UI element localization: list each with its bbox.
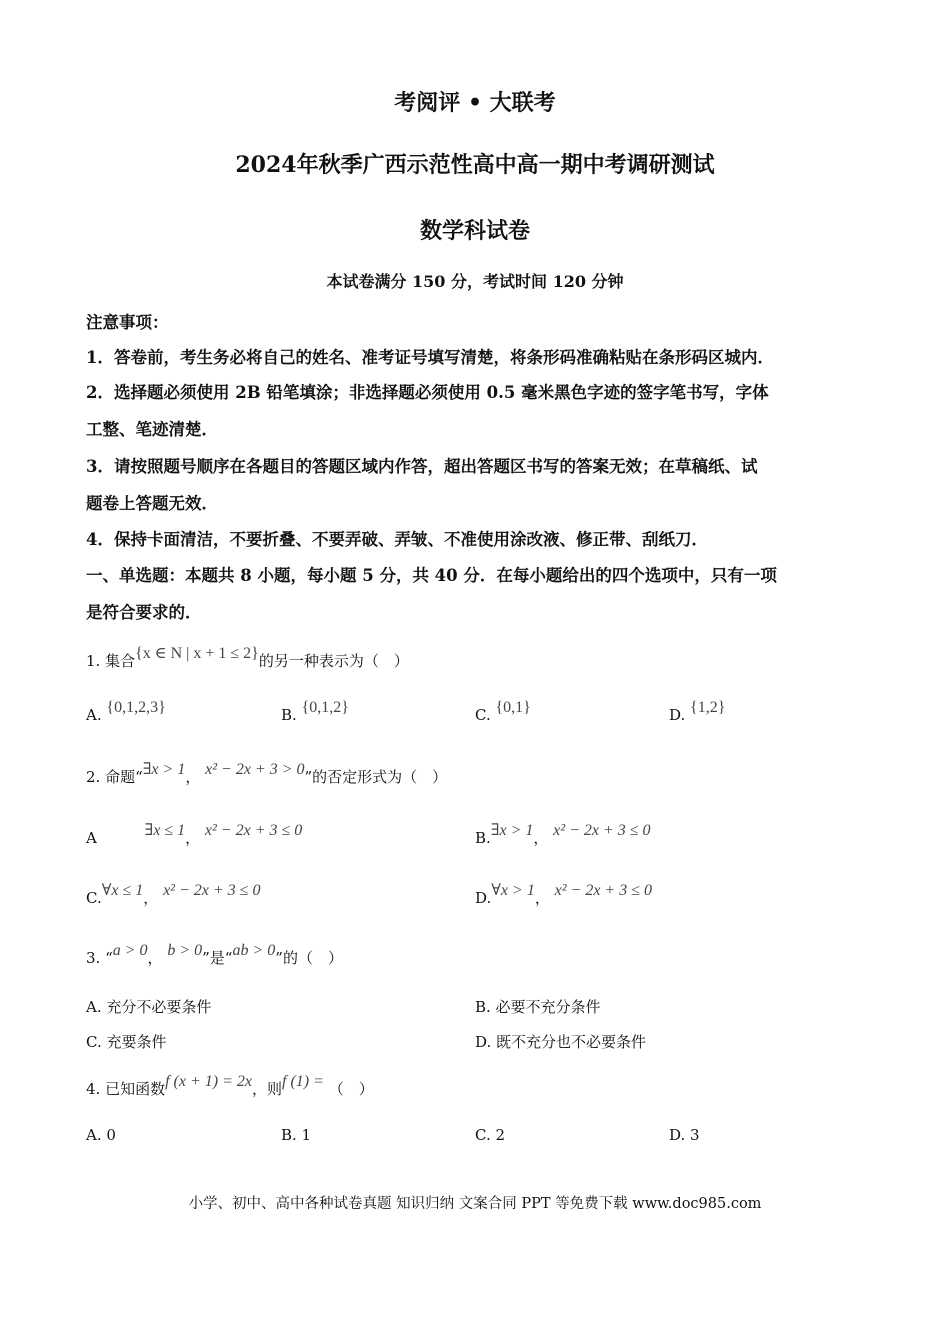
section-heading-cont: 是符合要求的． xyxy=(86,603,202,622)
question-2: 2. 命题“∃x > 1， x² − 2x + 3 > 0”的否定形式为（ ） xyxy=(86,761,448,786)
notes-heading: 注意事项： xyxy=(86,313,169,332)
note-1: 1．答卷前，考生务必将自己的姓名、准考证号填写清楚，将条形码准确粘贴在条形码区城内． xyxy=(86,348,774,367)
q3-option-c: C. 充要条件 xyxy=(86,1033,167,1051)
note-2: 2．选择题必须使用 2B 铅笔填涂；非选择题必须使用 0.5 毫米黑色字迹的签字笔书写，字体 xyxy=(86,383,769,402)
q3-option-b: B. 必要不充分条件 xyxy=(475,998,601,1016)
q1-option-b: B. {0,1,2} xyxy=(281,699,349,724)
question-1-suffix: 的另一种表示为（ ） xyxy=(258,652,409,670)
note-3-cont: 题卷上答题无效． xyxy=(86,494,218,513)
note-3: 3．请按照题号顺序在各题目的答题区域内作答，超出答题区书写的答案无效；在草稿纸、试 xyxy=(86,457,758,476)
q2-option-c: C.∀x ≤ 1， x² − 2x + 3 ≤ 0 xyxy=(86,882,261,907)
note-2-cont: 工整、笔迹清楚． xyxy=(86,420,218,439)
question-1-prefix: 1. 集合 xyxy=(86,652,136,670)
q3-option-a: A. 充分不必要条件 xyxy=(86,998,212,1016)
section-heading: 一、单选题：本题共 8 小题，每小题 5 分，共 40 分．在每小题给出的四个选项中，只有一项 xyxy=(86,566,777,585)
exam-duration: 本试卷满分 150 分，考试时间 120 分钟 xyxy=(326,272,624,291)
q4-option-d: D. 3 xyxy=(669,1126,700,1144)
q2-option-d: D.∀x > 1， x² − 2x + 3 ≤ 0 xyxy=(475,882,652,907)
q1-option-c: C. {0,1} xyxy=(475,699,531,724)
q3-option-d: D. 既不充分也不必要条件 xyxy=(475,1033,647,1051)
q1-option-d: D. {1,2} xyxy=(669,699,726,724)
q4-option-a: A. 0 xyxy=(86,1126,116,1144)
question-1-set: {x ∈ N | x + 1 ≤ 2} xyxy=(135,645,259,662)
q2-option-b: B.∃x > 1， x² − 2x + 3 ≤ 0 xyxy=(475,822,651,847)
q2-option-a: A ∃x ≤ 1， x² − 2x + 3 ≤ 0 xyxy=(86,822,303,847)
q2-inequality: x² − 2x + 3 > 0 xyxy=(205,761,305,778)
exam-brand: 考阅评 • 大联考 xyxy=(394,90,556,116)
question-1 xyxy=(86,645,409,671)
exam-title: 2024年秋季广西示范性高中高一期中考调研测试 xyxy=(235,152,715,178)
q1-option-a: A. {0,1,2,3} xyxy=(86,699,166,724)
exam-subject: 数学科试卷 xyxy=(419,218,530,244)
q4-option-c: C. 2 xyxy=(475,1126,506,1144)
page-footer: 小学、初中、高中各种试卷真题 知识归纳 文案合同 PPT 等免费下载 www.doc985.com xyxy=(188,1196,762,1212)
q4-option-b: B. 1 xyxy=(281,1126,312,1144)
q2-quantifier: ∃x > 1 xyxy=(142,761,186,778)
question-4: 4. 已知函数f (x + 1) = 2x，则f (1) = （ ） xyxy=(86,1073,374,1098)
note-4: 4．保持卡面清洁，不要折叠、不要弄破、弄皱、不准使用涂改液、修正带、刮纸刀． xyxy=(86,530,708,549)
question-3: 3. “a > 0， b > 0”是“ab > 0”的（ ） xyxy=(86,942,343,967)
